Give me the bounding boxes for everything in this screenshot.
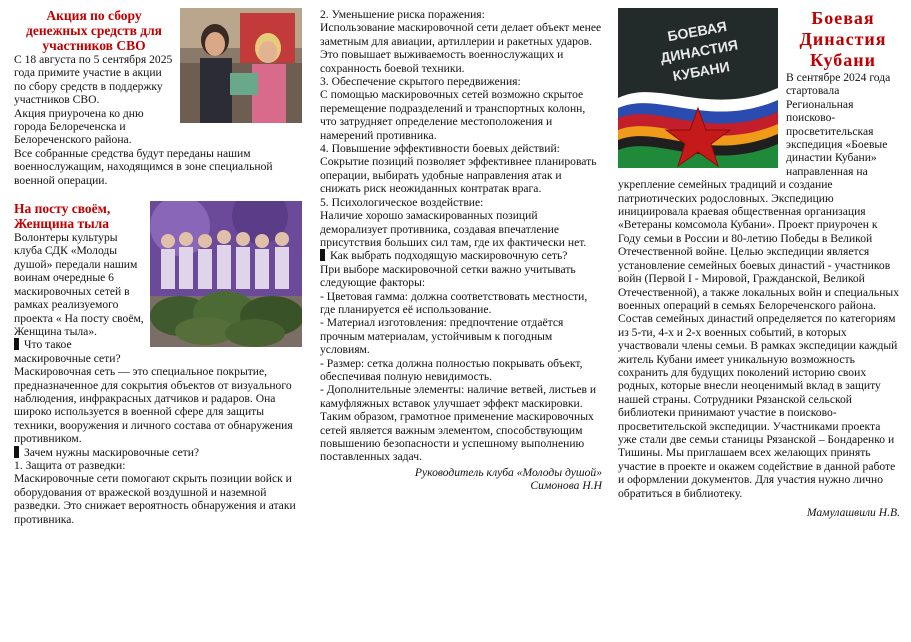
dynasty-logo: [618, 8, 778, 171]
choose-intro: При выборе маскировочной сетки важно учитывать следующие факторы:: [320, 262, 576, 290]
signature-role: Руководитель клуба «Молоды душой»: [414, 465, 602, 479]
volunteers-title-1: На посту своём,: [14, 201, 111, 217]
reason-3-title: 3. Обеспечение скрытого передвижения:: [320, 75, 521, 89]
factor-color: - Цветовая гамма: должна соответствовать местности, где планируется её использование.: [320, 289, 588, 316]
dynasty-title: Боевая Династия Кубани: [799, 8, 887, 70]
fundraiser-text-1: С 18 августа по 5 сентября 2025 года примите участие в акции по сбору средств в поддержку участников СВО.: [14, 53, 173, 107]
reason-4-text: Сокрытие позиций позволяет эффективнее планировать операции, выбирать удобные направления атак и снижать риск неожиданных контратак врага.: [320, 155, 597, 196]
column-2: [320, 8, 602, 493]
bullet-icon: [320, 249, 325, 261]
dynasty-signature: Мамулашвили Н.В.: [806, 506, 900, 519]
reason-2-title: 2. Уменьшение риска поражения:: [320, 8, 485, 21]
volunteers-title-2: Женщина тыла: [14, 216, 110, 232]
logo-line-1: БОЕВАЯ: [666, 17, 729, 45]
reason-4-title: 4. Повышение эффективности боевых действий:: [320, 142, 560, 156]
logo-line-2: ДИНАСТИЯ: [659, 36, 740, 66]
reason-2-text: Использование маскировочной сети делает объект менее заметным для авиации, артиллерии и ракетных ударов. Это повышает выживаемость военнослужащих и сохранность боевой техники.: [320, 21, 602, 75]
dynasty-text: В сентябре 2024 года стартовала Региональная поисково-просветительская экспедиция «Боевые династии Кубани» направленная на укрепление семейных традиций и создание патриотических родословных. Экспедицию инициировала краевая общественная организация «Ветераны комсомола Кубани». Проект приурочен к Году семьи в России и 80-летию Победы в Великой Отечественной войне. Целью экспедиции является установление семейных боевых династий - участников войн (Первой I - Мировой, Гражданской, Великой Отечественной), а также локальных войн и специальных военных операций в семьях Белореченского района. Состав семейных династий определяется по категориям из 5-ти, 4-х и 2-х военных событий, в которых участвовали члены семьи. В рамках экспедиции каждый житель Кубани имеет уникальную возможность сохранить для будущих поколений историю своих родных, которые внесли неоценимый вклад в защиту нашей страны. Сотрудники Рязанской сельской библиотеки принимают участие в поисково-просветительской экспедиции. Участниками проекта уже стали две семьи станицы Рязанской – Бондаренко и Тишины. Мы приглашаем всех желающих принять участие в проекте и окажем содействие в данной работе и оформлении документов. Для участия нужно лично обратиться в библиотеку.: [618, 71, 899, 500]
factor-size: - Размер: сетка должна полностью покрывать объект, обеспечивая полную невидимость.: [320, 356, 583, 383]
fundraiser-title: Акция по сбору денежных средств для участников СВО: [26, 8, 162, 53]
signature-name: Симонова Н.Н: [530, 479, 602, 493]
column-3: [618, 8, 900, 519]
column-1: [14, 8, 302, 526]
reason-5-text: Наличие хорошо замаскированных позиций деморализует противника, создавая впечатление присутствия больших сил там, где их фактически нет.: [320, 209, 587, 249]
volunteers-photo: [150, 201, 302, 347]
fundraiser-text-2: Акция приурочена ко дню города Белореченска и Белореченского района.: [14, 106, 144, 147]
factor-material: - Материал изготовления: предпочтение отдаётся прочным материалам, устойчивым к погодным условиям.: [320, 316, 564, 357]
fundraiser-text-3: Все собранные средства будут переданы нашим военнослужащим, находящимся в зоне специальной военной операции.: [14, 146, 273, 187]
reason-1-text: Маскировочные сети помогают скрыть позиции войск и оборудования от вражеской воздушной и наземной разведки. Это снижает вероятность обнаружения и атаки противника.: [14, 472, 296, 526]
question-why-needed: Зачем нужны маскировочные сети?: [14, 446, 302, 459]
conclusion: Таким образом, грамотное применение маскировочных сетей является важным элементом, способствующим повышению безопасности и успешному выполнению поставленных задач.: [320, 410, 594, 464]
factor-extras: - Дополнительные элементы: наличие ветвей, листьев и камуфляжных вставок улучшает эффект маскировки.: [320, 383, 597, 410]
reason-3-text: С помощью маскировочных сетей возможно скрытое перемещение подразделений и транспортных колонн, что затрудняет определение местоположения и намерений противника.: [320, 88, 586, 142]
bullet-icon: [14, 338, 19, 350]
fundraiser-photo: [180, 8, 302, 123]
logo-line-3: КУБАНИ: [671, 58, 731, 84]
question-how-choose: Как выбрать подходящую маскировочную сеть?: [320, 249, 602, 262]
volunteers-text: Волонтеры культуры клуба СДК «Молоды душой» передали нашим воинам очередные 6 маскировочных сетей в рамках реализуемого проекта « На посту своём, Женщина тыла».: [14, 231, 144, 338]
bullet-icon: [14, 446, 19, 458]
reason-1-title: 1. Защита от разведки:: [14, 458, 126, 472]
net-definition: Маскировочная сеть — это специальное покрытие, предназначенное для сокрытия объектов от визуального наблюдения, инфракрасных датчиков и радаров. Она широко используется в военной сфере для защиты техники, вооружения и личного состава от обнаружения противником.: [14, 365, 293, 446]
reason-5-title: 5. Психологическое воздействие:: [320, 195, 484, 209]
question-what-is-net: Что такое маскировочные сети?: [14, 338, 121, 365]
